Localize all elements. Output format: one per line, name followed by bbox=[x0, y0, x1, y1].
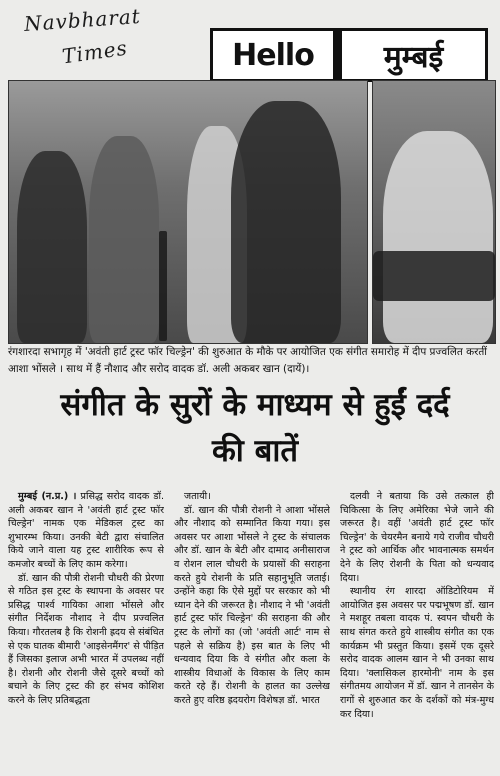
article-headline: संगीत के सुरों के माध्यम से हुईं दर्द की बातें bbox=[60, 387, 450, 469]
article-paragraph: दलवी ने बताया कि उसे तत्काल ही चिकित्सा के लिए अमेरिका भेजे जाने की जरूरत है। वहीं 'अवंती हार्ट ट्रस्ट फॉर चिल्ड्रेन' के चेयरमैन बनाये गये राजीव चौधरी ने ट्रस्ट को आर्थिक और भावनात्मक समर्थन देने के लिए रोशनी के पिता को धन्यवाद दिया। bbox=[340, 491, 494, 584]
masthead-mumbai: मुम्बई bbox=[339, 31, 485, 79]
photo-caption: रंगशारदा सभागृह में 'अवंती हार्ट ट्रस्ट फॉर चिल्ड्रेन' की शुरुआत के मौके पर आयोजित एक संगीत समारोह में दीप प्रज्वलित करतीं आशा भोंसले । साथ में हैं नौशाद और सरोद वादक डॉ. अली अकबर खान (दायें)। bbox=[8, 346, 487, 375]
article-paragraph: स्थानीय रंग शारदा ऑडिटोरियम में आयोजित इस अवसर पर पद्मभूषण डॉ. खान ने मशहूर तबला वादक पं. स्वपन चौधरी के साथ संगत करते हुये शास्त्रीय संगीत का एक कार्यक्रम भी प्रस्तुत किया। इसमें एक दूसरे सरोद वादक आलम खान ने भी उनका साथ दिया। 'क्लासिकल हारमोनी' नाम के इस संगीतमय आयोजन में डॉ. खान ने तानसेन के रागों से शुरुआत कर के दर्शकों को मंत्र-मुग्ध कर दिया। bbox=[340, 586, 494, 720]
article-paragraph: डॉ. खान की पौत्री रोशनी चौधरी की प्रेरणा से गठित इस ट्रस्ट के स्थापना के अवसर पर प्रसिद्ध पार्श्व गायिका आशा भोंसले और संगीत निर्देशक नौशाद ने दीप प्रज्वलित किया। गौरतलब है कि रोशनी ह्रदय से संबंधित से एक घातक बीमारी 'आइसेनमैंगर' से पीड़ित हैं जिसका इलाज अभी भारत में उपलब्ध नहीं है। रोशनी और रोशनी जैसे दूसरे बच्चों को बचाने के लिए ट्रस्ट की हर संभव कोशिश करने के लिए प्रतिबद्धता bbox=[8, 572, 164, 706]
photo-strip bbox=[8, 80, 494, 342]
article-column-2 bbox=[174, 490, 330, 770]
article-column-3 bbox=[340, 490, 494, 770]
handwritten-line-1: Navbharat bbox=[23, 3, 142, 37]
article-column-1 bbox=[8, 490, 164, 770]
dateline: मुम्बई (न.प्र.) । bbox=[18, 491, 77, 502]
handwritten-source-note bbox=[18, 3, 188, 76]
masthead-hello: Hello bbox=[213, 31, 333, 79]
article-paragraph: मुम्बई (न.प्र.) । प्रसिद्ध सरोद वादक डॉ. अली अकबर खान ने 'अवंती हार्ट ट्रस्ट फॉर चिल्ड्रेन' नामक एक मेडिकल ट्रस्ट का शुभारम्भ किया। उनकी बेटी द्वारा संचालित किये जाने वाला यह ट्रस्ट शारीरिक रूप से कमजोर बच्चों के लिए काम करेगा। bbox=[8, 491, 164, 570]
handwritten-line-2: Times bbox=[60, 35, 130, 69]
section-masthead bbox=[210, 28, 488, 82]
article-body bbox=[8, 490, 494, 772]
article-paragraph: डॉ. खान की पौत्री रोशनी ने आशा भोंसले और नौशाद को सम्मानित किया गया। इस अवसर पर आशा भोंसले ने ट्रस्ट के संचालक और डॉ. खान के बेटी और दामाद अनीसाराज व रोशन लाल चौधरी के प्रयासों की सराहना करते हुये रोशनी के प्रति सहानुभूति जताई। उन्होंने कहा कि ऐसे मुद्दों पर सरकार को भी ध्यान देने की जरूरत है। नौशाद ने भी 'अवंती हार्ट ट्रस्ट फॉर चिल्ड्रेन' की सराहना की और ट्रस्ट के लोगों का (जो 'अवंती आर्ट' नाम से पहले से सक्रिय है) इस बात के लिए भी धन्यवाद दिया कि वे संगीत और कला के शास्त्रीय विधाओं के विकास के लिए काम करते रहे हैं। रोशनी के हालत का उल्लेख करते हुए वरिष्ठ ह्रदयरोग विशेषज्ञ डॉ. भारत bbox=[174, 504, 330, 706]
lamp-lighting-photo bbox=[8, 80, 368, 344]
sarod-player-photo bbox=[372, 80, 496, 344]
article-paragraph: जतायी। bbox=[184, 491, 211, 502]
